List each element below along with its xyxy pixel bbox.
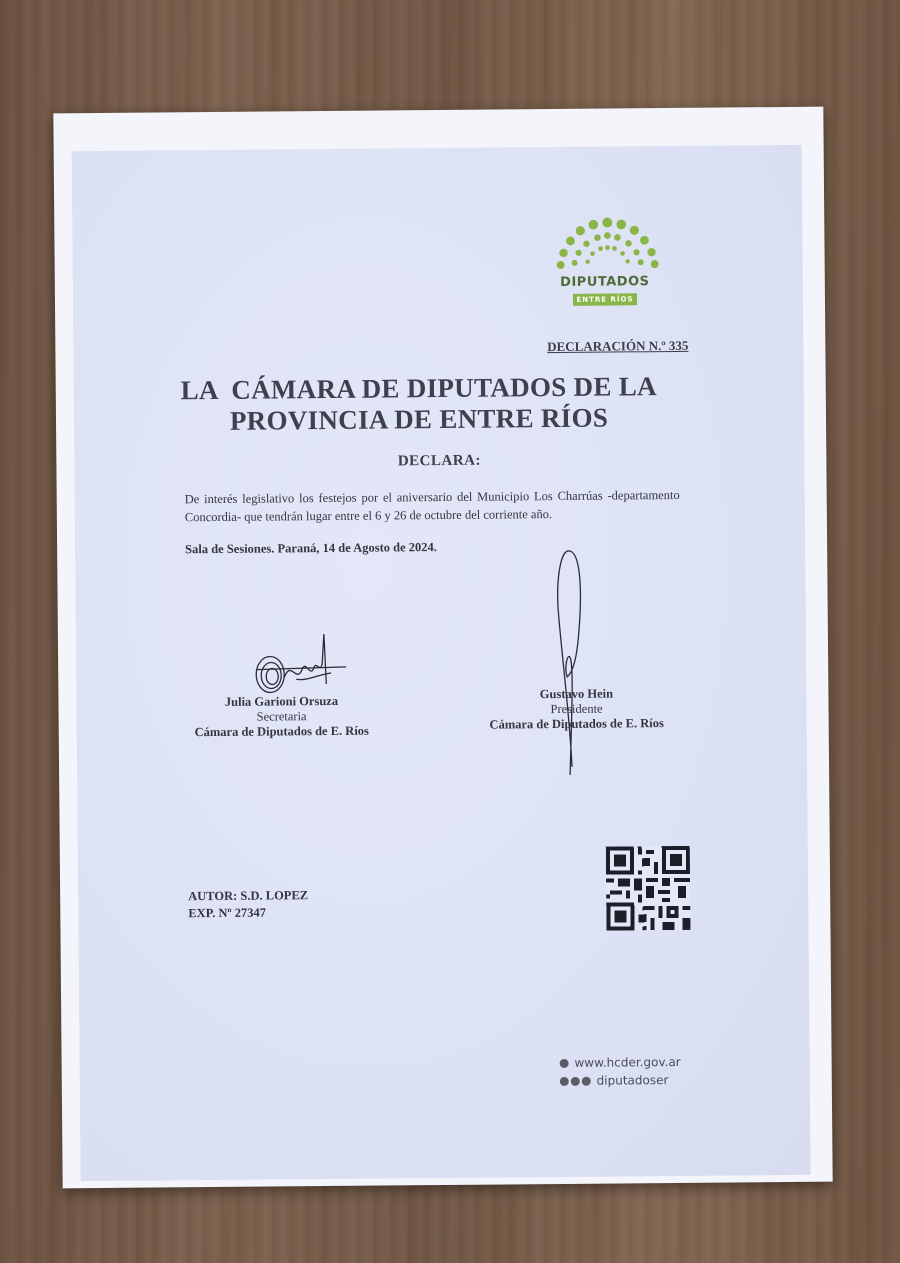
qr-code-icon	[606, 846, 691, 931]
twitter-icon	[571, 1077, 580, 1086]
expediente-number: EXP. Nº 27347	[188, 905, 267, 921]
footer-social-row	[560, 1071, 681, 1090]
printed-area	[72, 145, 811, 1181]
diputados-logo-icon	[552, 216, 663, 277]
title-line-1: LA CÁMARA DE DIPUTADOS DE LA	[180, 371, 657, 406]
declara-heading: DECLARA:	[397, 452, 482, 470]
document-title	[114, 371, 725, 438]
signatory-left-institution: Cámara de Diputados de E. Ríos	[194, 723, 369, 740]
facebook-icon	[560, 1077, 569, 1086]
footer-contact	[560, 1053, 681, 1090]
footer-website-row	[560, 1053, 681, 1072]
logo-subtitle: ENTRE RÍOS	[573, 293, 637, 306]
signatory-left	[181, 694, 381, 741]
instagram-icon	[582, 1077, 591, 1086]
declaration-number: DECLARACIÓN N.º 335	[547, 337, 689, 355]
signature-right-icon	[540, 547, 602, 783]
signatory-left-name: Julia Garioni Orsuza	[224, 693, 339, 709]
declaration-body: De interés legislativo los festejos por el aniversario del Municipio Los Charrúas -departamento Concordia- que tendrán lugar entre el 6 y 26 de octubre del corriente año.	[184, 487, 680, 525]
author-block	[188, 887, 308, 922]
document-sheet	[53, 107, 832, 1189]
author: AUTOR: S.D. LOPEZ	[188, 888, 309, 904]
footer-social-handle: diputadoser	[596, 1073, 669, 1088]
signatory-right	[476, 686, 676, 733]
globe-icon	[560, 1059, 569, 1068]
signatory-left-role: Secretaria	[256, 709, 307, 724]
session-place-date: Sala de Sesiones. Paraná, 14 de Agosto de 2024.	[185, 540, 437, 557]
logo-wordmark: DIPUTADOS	[560, 274, 650, 290]
title-line-2: PROVINCIA DE ENTRE RÍOS	[229, 402, 609, 436]
signatory-right-name: Gustavo Hein	[539, 686, 614, 702]
footer-website: www.hcder.gov.ar	[574, 1054, 681, 1070]
signatory-right-institution: Cámara de Diputados de E. Ríos	[489, 716, 664, 732]
signatory-right-role: Presidente	[550, 701, 603, 717]
